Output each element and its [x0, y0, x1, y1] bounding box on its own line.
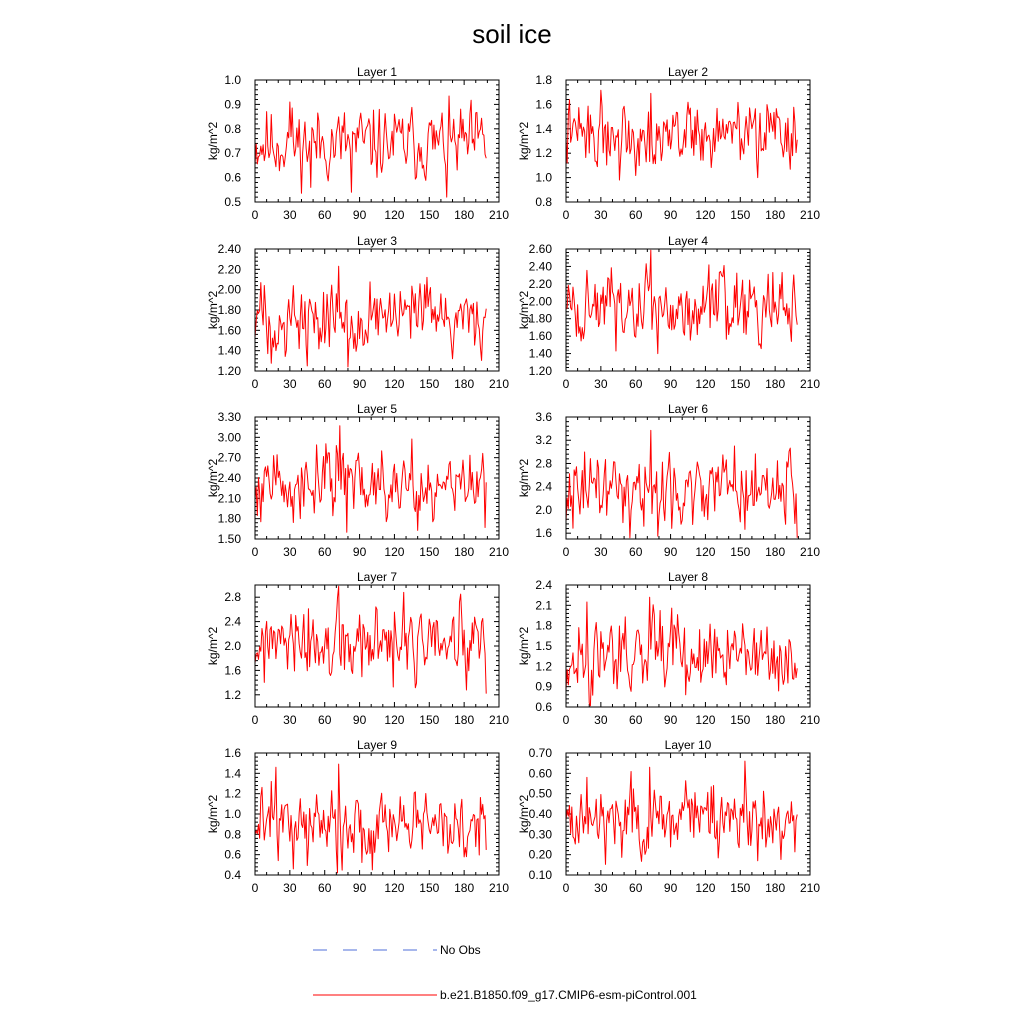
x-tick-label: 210 — [488, 545, 510, 559]
y-tick-label: 0.9 — [535, 679, 552, 694]
x-tick-label: 210 — [799, 881, 821, 895]
x-tick-label: 180 — [765, 208, 786, 222]
y-tick-label: 2.20 — [217, 262, 241, 277]
x-tick-label: 120 — [695, 208, 716, 222]
model-series-line — [255, 426, 486, 532]
model-series-line — [566, 430, 797, 537]
x-tick-label: 30 — [283, 881, 297, 895]
x-tick-label: 180 — [454, 208, 475, 222]
x-tick-label: 120 — [695, 377, 716, 391]
x-tick-label: 90 — [663, 713, 678, 727]
x-tick-label: 0 — [562, 377, 570, 391]
x-tick-label: 120 — [384, 545, 405, 559]
y-tick-label: 2.8 — [535, 456, 552, 471]
x-tick-label: 90 — [663, 881, 678, 895]
x-tick-label: 90 — [663, 208, 678, 222]
x-tick-label: 90 — [352, 545, 367, 559]
x-tick-label: 60 — [629, 545, 643, 559]
y-tick-label: 3.30 — [217, 410, 241, 424]
x-tick-label: 150 — [730, 713, 751, 727]
panel-title: Layer 6 — [667, 402, 709, 416]
y-tick-label: 2.4 — [535, 479, 552, 494]
x-tick-label: 60 — [318, 377, 332, 391]
panel-layer-8 — [517, 570, 820, 727]
y-tick-label: 0.8 — [535, 195, 552, 209]
x-tick-label: 210 — [799, 545, 821, 559]
y-tick-label: 2.00 — [217, 282, 241, 297]
x-tick-label: 150 — [730, 377, 751, 391]
panel-layer-5 — [206, 402, 509, 559]
y-tick-label: 1.6 — [224, 663, 241, 678]
y-tick-label: 1.20 — [528, 364, 552, 378]
x-tick-label: 30 — [283, 377, 297, 391]
x-tick-label: 30 — [283, 545, 297, 559]
y-tick-label: 0.30 — [528, 827, 552, 842]
panel-layer-10 — [517, 738, 820, 895]
x-tick-label: 150 — [419, 377, 440, 391]
y-tick-label: 0.70 — [528, 746, 552, 760]
y-tick-label: 1.2 — [535, 659, 552, 674]
y-tick-label: 2.10 — [217, 491, 241, 506]
legend-no-obs-label: No Obs — [440, 943, 481, 957]
x-tick-label: 120 — [695, 881, 716, 895]
y-tick-label: 0.40 — [528, 807, 552, 821]
model-series-line — [566, 250, 797, 353]
y-tick-label: 0.4 — [224, 868, 241, 882]
model-series-line — [255, 266, 486, 367]
y-tick-label: 1.60 — [217, 323, 241, 338]
y-tick-label: 2.40 — [217, 242, 241, 256]
y-tick-label: 1.2 — [535, 146, 552, 161]
x-tick-label: 0 — [251, 208, 259, 222]
x-tick-label: 180 — [454, 377, 475, 391]
y-tick-label: 1.0 — [224, 807, 241, 821]
x-tick-label: 210 — [799, 377, 821, 391]
plot-frame — [255, 80, 499, 202]
y-tick-label: 0.5 — [224, 195, 241, 209]
x-tick-label: 210 — [488, 377, 510, 391]
x-tick-label: 90 — [352, 881, 367, 895]
y-axis-label: kg/m^2 — [517, 794, 531, 834]
x-tick-label: 30 — [594, 713, 608, 727]
panel-title: Layer 5 — [356, 402, 398, 416]
x-tick-label: 210 — [799, 713, 821, 727]
y-tick-label: 2.4 — [224, 614, 241, 629]
x-tick-label: 60 — [629, 881, 643, 895]
x-tick-label: 30 — [594, 208, 608, 222]
x-tick-label: 120 — [384, 881, 405, 895]
panel-title: Layer 8 — [667, 570, 709, 584]
y-tick-label: 1.80 — [528, 311, 552, 326]
y-axis-label: kg/m^2 — [517, 458, 531, 498]
x-tick-label: 30 — [594, 881, 608, 895]
x-tick-label: 180 — [765, 377, 786, 391]
x-tick-label: 60 — [318, 713, 332, 727]
x-tick-label: 150 — [419, 713, 440, 727]
x-tick-label: 120 — [384, 377, 405, 391]
x-tick-label: 150 — [419, 208, 440, 222]
y-tick-label: 1.5 — [535, 639, 552, 653]
x-tick-label: 0 — [251, 713, 259, 727]
y-tick-label: 0.60 — [528, 766, 552, 781]
y-tick-label: 1.2 — [224, 786, 241, 801]
x-tick-label: 150 — [730, 881, 751, 895]
y-tick-label: 1.50 — [217, 532, 241, 546]
x-tick-label: 0 — [251, 377, 259, 391]
x-tick-label: 0 — [562, 881, 570, 895]
y-tick-label: 0.8 — [224, 121, 241, 136]
model-series-line — [566, 597, 797, 706]
y-tick-label: 3.2 — [535, 433, 552, 448]
y-axis-label: kg/m^2 — [206, 121, 220, 161]
panel-layer-3 — [206, 234, 509, 391]
panel-layer-9 — [206, 738, 509, 895]
x-tick-label: 180 — [454, 713, 475, 727]
y-axis-label: kg/m^2 — [206, 290, 220, 330]
y-tick-label: 2.4 — [535, 578, 552, 592]
x-tick-label: 210 — [488, 713, 510, 727]
plot-frame — [566, 417, 810, 539]
y-tick-label: 1.40 — [217, 343, 241, 358]
x-tick-label: 210 — [799, 208, 821, 222]
x-tick-label: 90 — [352, 377, 367, 391]
x-tick-label: 150 — [419, 881, 440, 895]
x-tick-label: 150 — [730, 208, 751, 222]
x-tick-label: 90 — [663, 377, 678, 391]
y-tick-label: 1.20 — [217, 364, 241, 378]
y-axis-label: kg/m^2 — [517, 290, 531, 330]
x-tick-label: 150 — [419, 545, 440, 559]
y-tick-label: 1.80 — [217, 511, 241, 526]
x-tick-label: 60 — [629, 208, 643, 222]
y-tick-label: 1.6 — [535, 526, 552, 541]
y-tick-label: 2.00 — [528, 294, 552, 309]
x-tick-label: 60 — [629, 713, 643, 727]
x-tick-label: 60 — [629, 377, 643, 391]
panel-layer-6 — [517, 402, 820, 559]
y-tick-label: 2.20 — [528, 276, 552, 291]
y-tick-label: 1.0 — [535, 170, 552, 185]
model-series-line — [255, 96, 486, 197]
x-tick-label: 210 — [488, 881, 510, 895]
y-tick-label: 2.40 — [528, 259, 552, 274]
y-tick-label: 1.8 — [535, 73, 552, 87]
y-tick-label: 0.8 — [224, 827, 241, 842]
y-tick-label: 2.40 — [217, 471, 241, 485]
y-tick-label: 2.0 — [224, 639, 241, 653]
x-tick-label: 30 — [283, 713, 297, 727]
y-tick-label: 1.40 — [528, 346, 552, 361]
y-tick-label: 2.60 — [528, 242, 552, 256]
x-tick-label: 120 — [695, 713, 716, 727]
panel-title: Layer 9 — [356, 738, 398, 752]
x-tick-label: 0 — [562, 208, 570, 222]
panel-title: Layer 4 — [667, 234, 709, 248]
legend-model-label: b.e21.B1850.f09_g17.CMIP6-esm-piControl.001 — [440, 988, 697, 1002]
panel-layer-2 — [517, 65, 820, 222]
x-tick-label: 90 — [352, 713, 367, 727]
model-series-line — [255, 764, 486, 873]
y-axis-label: kg/m^2 — [517, 626, 531, 666]
x-tick-label: 0 — [562, 713, 570, 727]
y-tick-label: 2.8 — [224, 590, 241, 605]
x-tick-label: 90 — [352, 208, 367, 222]
y-tick-label: 1.80 — [217, 303, 241, 317]
x-tick-label: 120 — [384, 208, 405, 222]
y-tick-label: 2.0 — [535, 502, 552, 517]
x-tick-label: 180 — [765, 881, 786, 895]
y-tick-label: 1.2 — [224, 687, 241, 702]
x-tick-label: 120 — [695, 545, 716, 559]
x-tick-label: 0 — [562, 545, 570, 559]
y-tick-label: 1.60 — [528, 329, 552, 344]
y-tick-label: 0.6 — [224, 170, 241, 185]
panel-layer-4 — [517, 234, 820, 391]
panel-title: Layer 1 — [356, 65, 398, 79]
y-tick-label: 1.4 — [224, 766, 241, 781]
y-tick-label: 2.70 — [217, 450, 241, 465]
x-tick-label: 120 — [384, 713, 405, 727]
y-tick-label: 1.4 — [535, 121, 552, 136]
x-tick-label: 0 — [251, 881, 259, 895]
panel-title: Layer 10 — [664, 738, 712, 752]
y-tick-label: 0.7 — [224, 146, 241, 161]
panel-title: Layer 7 — [356, 570, 398, 584]
x-tick-label: 60 — [318, 545, 332, 559]
panel-title: Layer 2 — [667, 65, 709, 79]
y-tick-label: 0.50 — [528, 786, 552, 801]
y-tick-label: 1.8 — [535, 618, 552, 633]
y-tick-label: 0.6 — [535, 700, 552, 714]
model-series-line — [566, 90, 797, 180]
model-series-line — [255, 586, 486, 693]
y-tick-label: 2.1 — [535, 598, 552, 613]
panels-grid — [206, 65, 820, 895]
panel-title: Layer 3 — [356, 234, 398, 248]
x-tick-label: 0 — [251, 545, 259, 559]
x-tick-label: 90 — [663, 545, 678, 559]
y-axis-label: kg/m^2 — [206, 626, 220, 666]
y-axis-label: kg/m^2 — [206, 458, 220, 498]
x-tick-label: 30 — [594, 377, 608, 391]
y-tick-label: 3.00 — [217, 430, 241, 445]
y-tick-label: 1.0 — [224, 73, 241, 87]
x-tick-label: 210 — [488, 208, 510, 222]
legend — [313, 943, 697, 1002]
plot-frame — [566, 249, 810, 371]
model-series-line — [566, 761, 797, 864]
x-tick-label: 150 — [730, 545, 751, 559]
x-tick-label: 180 — [454, 881, 475, 895]
y-tick-label: 3.6 — [535, 410, 552, 424]
y-axis-label: kg/m^2 — [517, 121, 531, 161]
y-tick-label: 1.6 — [224, 746, 241, 760]
y-tick-label: 0.9 — [224, 97, 241, 112]
y-tick-label: 0.10 — [528, 868, 552, 882]
x-tick-label: 60 — [318, 208, 332, 222]
x-tick-label: 30 — [283, 208, 297, 222]
x-tick-label: 60 — [318, 881, 332, 895]
x-tick-label: 180 — [765, 545, 786, 559]
x-tick-label: 30 — [594, 545, 608, 559]
y-axis-label: kg/m^2 — [206, 794, 220, 834]
y-tick-label: 1.6 — [535, 97, 552, 112]
y-tick-label: 0.6 — [224, 847, 241, 862]
figure-title: soil ice — [472, 19, 552, 49]
panel-layer-1 — [206, 65, 509, 222]
panel-layer-7 — [206, 570, 509, 727]
x-tick-label: 180 — [454, 545, 475, 559]
y-tick-label: 0.20 — [528, 847, 552, 862]
x-tick-label: 180 — [765, 713, 786, 727]
